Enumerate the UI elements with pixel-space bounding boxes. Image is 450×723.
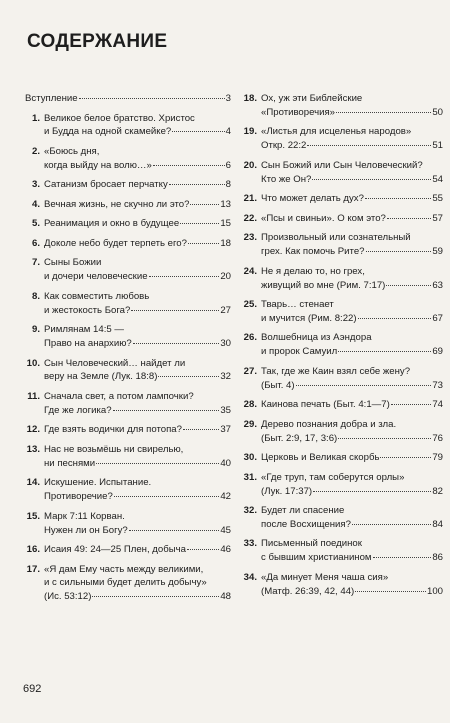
toc-entry-title: Вечная жизнь, не скучно ли это? [44,198,190,210]
toc-entry-line [25,290,231,304]
toc-entry-title: Будет ли спасение [261,505,345,517]
toc-entry-page: 73 [432,379,443,391]
toc-entry-line [239,398,443,412]
toc-entry-title: Вступление [25,93,78,104]
toc-entry-title: когда выйду на волю…» [44,159,152,171]
dot-leader [338,350,431,352]
toc-entry-title: Ох, уж эти Библейские [261,93,363,104]
toc-entry-number: 5. [31,218,40,230]
toc-entry-number: 34. [243,571,257,583]
toc-entry-page: 69 [432,346,443,358]
toc-entry-title: грех. Как помочь Рите? [261,246,365,258]
toc-entry-page: 32 [220,371,231,383]
toc-entry-number: 18. [243,93,257,104]
toc-entry-title: Сыны Божии [44,257,102,269]
toc-entry [25,112,231,140]
toc-entry-title: Нужен ли он Богу? [44,524,128,536]
toc-entry-line [25,270,231,284]
toc-entry-page: 27 [220,304,231,316]
toc-entry-number: 21. [243,193,257,205]
dot-leader [352,523,431,525]
toc-entry-title: Великое белое братство. Христос [44,112,195,124]
toc-entry-line [239,471,443,485]
toc-entry-line [239,125,443,139]
toc-entry-title: Тварь… стенает [261,299,334,311]
toc-entry-page: 35 [220,404,231,416]
toc-entry-title: Что может делать дух? [261,193,364,205]
toc-entry-line [25,543,231,557]
toc-entry-title: Откр. 22:2 [261,140,307,152]
toc-entry-line [239,331,443,345]
toc-entry-number: 22. [243,212,257,224]
toc-entry-number: 7. [31,257,40,269]
toc-entry-number: 9. [31,324,40,336]
toc-entry-line [25,563,231,577]
toc-entry [239,331,443,359]
dot-leader [169,183,225,185]
dot-leader [296,384,432,386]
toc-entry [25,145,231,173]
toc-entry-line [25,337,231,351]
dot-leader [338,437,431,439]
toc-entry-number: 11. [27,390,40,402]
toc-entry-page: 6 [225,159,231,171]
dot-leader [336,111,431,113]
toc-entry-line [239,173,443,187]
toc-entry-line [25,404,231,418]
toc-entry-title: Где взять водички для потопа? [44,424,182,436]
toc-entry-title: Реанимация и окно в будущее [44,218,180,230]
toc-entry [25,198,231,212]
toc-entry-page: 59 [432,246,443,258]
toc-entry [239,471,443,499]
toc-entry [25,178,231,192]
dot-leader [313,490,431,492]
toc-entry-line [25,237,231,251]
toc-entry-line [239,504,443,518]
toc-entry-title: с бывшим христианином [261,552,372,564]
toc-entry-line [25,390,231,404]
toc-entry [239,451,443,465]
toc-entry-title: «Боюсь дня, [44,145,100,157]
dot-leader [180,222,219,224]
dot-leader [386,284,431,286]
dot-leader [373,556,432,558]
toc-entry-line [239,312,443,326]
toc-entry-line [25,92,231,106]
toc-entry-title: и дочери человеческие [44,271,148,283]
dot-leader [366,250,432,252]
toc-entry [25,323,231,351]
toc-entry-line [239,231,443,245]
toc-entry-title: и жестокость Бога? [44,304,131,316]
toc-entry-page: 76 [432,432,443,444]
toc-entry-line [239,245,443,259]
toc-entry-line [239,551,443,565]
toc-entry-page: 45 [220,524,231,536]
toc-entry-page: 86 [432,552,443,564]
toc-entry-title: и мучится (Рим. 8:22) [261,312,357,324]
toc-entry-title: живущий во мне (Рим. 7:17) [261,279,386,291]
toc-entry [25,390,231,418]
toc-entry-line [239,279,443,293]
toc-entry-page: 55 [432,193,443,205]
dot-leader [380,456,431,458]
toc-entry [239,159,443,187]
toc-entry-line [25,357,231,371]
toc-entry-line [239,365,443,379]
toc-entry-title: Волшебница из Аэндора [261,332,372,344]
toc-entry-line [25,256,231,270]
toc-entry-title: «Псы и свиньи». О ком это? [261,212,386,224]
dot-leader [188,242,219,244]
toc-entry-title: Где же логика? [44,404,112,416]
page-title: СОДЕРЖАНИЕ [27,31,168,52]
toc-entry-number: 20. [243,159,257,171]
toc-entry-line [25,323,231,337]
toc-entry [239,265,443,293]
toc-entry-page: 40 [220,457,231,469]
toc-entry [25,423,231,437]
toc-entry-page: 54 [432,173,443,185]
toc-entry-page: 63 [432,279,443,291]
dot-leader [190,203,219,205]
toc-entry-page: 3 [225,93,231,104]
toc-entry [25,543,231,557]
toc-entry-title: (Матф. 26:39, 42, 44) [261,585,355,597]
toc-entry-title: и с сильными будет делить добычу» [44,577,207,589]
toc-entry [239,571,443,599]
toc-entry-line [239,537,443,551]
toc-entry-line [239,379,443,393]
toc-entry-page: 20 [220,271,231,283]
toc-entry-line [25,159,231,173]
dot-leader [312,178,431,180]
toc-entry-page: 74 [432,399,443,411]
toc-entry-number: 6. [31,237,40,249]
toc-entry [239,504,443,532]
toc-entry-title: (Лук. 17:37) [261,485,313,497]
toc-entry-number: 10. [26,357,40,369]
toc-entry-line [239,418,443,432]
toc-entry-number: 30. [243,452,257,464]
toc-entry-line [25,145,231,159]
dot-leader [355,590,426,592]
toc-entry [239,192,443,206]
toc-entry-line [239,298,443,312]
dot-leader [172,130,224,132]
toc-entry-number: 2. [31,145,40,157]
toc-entry [25,563,231,605]
toc-entry-line [239,192,443,206]
toc-entry-page: 15 [220,218,231,230]
toc-entry-title: ни песнями [44,457,96,469]
toc-entry [239,231,443,259]
toc-entry-title: Доколе небо будет терпеть его? [44,237,187,249]
toc-entry [239,212,443,226]
toc-entry-page: 84 [432,518,443,530]
toc-entry-title: (Быт. 2:9, 17, 3:6) [261,432,338,444]
toc-entry-number: 1. [31,112,40,124]
toc-entry-title: «Листья для исцеленья народов» [261,126,412,138]
toc-entry-title: Так, где же Каин взял себе жену? [261,365,411,377]
dot-leader [149,275,220,277]
toc-entry-line [239,345,443,359]
toc-entry-page: 82 [432,485,443,497]
toc-entry-line [25,178,231,192]
toc-entry-title: Искушение. Испытание. [44,477,152,489]
toc-entry-number: 28. [243,399,257,411]
toc-entry [25,290,231,318]
dot-leader [114,495,220,497]
toc-entry-title: Римлянам 14:5 — [44,324,124,336]
toc-entry-page: 8 [225,179,231,191]
toc-entry-title: и пророк Самуил [261,346,338,358]
toc-entry-title: Каинова печать (Быт. 4:1—7) [261,399,390,411]
toc-entry-line [25,490,231,504]
toc-entry-line [239,571,443,585]
toc-entry-line [239,265,443,279]
toc-entry-number: 27. [243,365,257,377]
toc-entry-page: 18 [220,237,231,249]
toc-entry-page: 79 [432,452,443,464]
toc-entry-page: 13 [220,198,231,210]
toc-entry-title: Не я делаю то, но грех, [261,265,365,277]
dot-leader [92,595,219,597]
dot-leader [129,529,220,531]
toc-entry [25,510,231,538]
toc-entry-number: 13. [26,443,40,455]
toc-entry [25,92,231,106]
toc-entry-title: Исаия 49: 24—25 Плен, добыча [44,544,186,556]
toc-entry [239,298,443,326]
toc-entry-title: и Будда на одной скамейке? [44,126,172,138]
toc-entry-title: Марк 7:11 Корван. [44,510,125,522]
toc-entry-line [239,518,443,532]
toc-entry-page: 42 [220,491,231,503]
toc-entry-number: 31. [243,471,257,483]
toc-entry-title: «Где труп, там соберутся орлы» [261,471,405,483]
toc-entry-title: «Да минует Меня чаша сия» [261,571,389,583]
toc-entry-line [239,139,443,153]
toc-entry-title: после Восхищения? [261,518,351,530]
toc-entry-line [25,423,231,437]
dot-leader [387,217,431,219]
toc-entry-number: 32. [243,505,257,517]
toc-entry-line [25,217,231,231]
toc-entry [25,237,231,251]
toc-entry-number: 26. [243,332,257,344]
toc-entry-number: 29. [243,418,257,430]
toc-entry-page: 37 [220,424,231,436]
toc-entry-number: 25. [243,299,257,311]
toc-entry-title: «Я дам Ему часть между великими, [44,563,204,575]
toc-entry-line [25,510,231,524]
toc-entry-title: Нас не возьмёшь ни свирелью, [44,443,184,455]
toc-entry-line [25,524,231,538]
toc-entry-line [239,432,443,446]
toc-entry [239,398,443,412]
toc-entry [239,92,443,120]
dot-leader [96,462,219,464]
dot-leader [133,342,220,344]
toc-entry-line [239,212,443,226]
toc-entry-page: 46 [220,544,231,556]
toc-entry-page: 50 [432,106,443,118]
toc-entry-line [25,457,231,471]
toc-entry-line [239,451,443,465]
toc-entry-title: Сын Божий или Сын Человеческий? [261,159,423,171]
toc-entry-title: веру на Земле (Лук. 18:8) [44,371,158,383]
toc-entry-number: 12. [26,424,40,436]
toc-entry-title: Дерево познания добра и зла. [261,418,397,430]
toc-entry-number: 8. [31,290,40,302]
dot-leader [358,317,432,319]
toc-column-left [25,92,231,610]
toc-entry-line [25,370,231,384]
toc-entry-title: Как совместить любовь [44,290,150,302]
toc-entry-line [25,304,231,318]
toc-entry-line [239,159,443,173]
toc-entry-title: Сатанизм бросает перчатку [44,179,168,191]
toc-entry-line [25,576,231,590]
toc-entry-page: 51 [432,140,443,152]
toc-entry-page: 57 [432,212,443,224]
toc-entry-line [25,125,231,139]
toc-entry [239,537,443,565]
toc-entry-line [239,485,443,499]
toc-entry-line [25,198,231,212]
dot-leader [187,548,219,550]
toc-entry [25,443,231,471]
toc-entry-title: Сначала свет, а потом лампочки? [44,390,194,402]
page-number: 692 [23,683,42,695]
toc-entry [25,217,231,231]
dot-leader [158,375,219,377]
toc-entry-title: Право на анархию? [44,338,132,350]
dot-leader [113,409,220,411]
toc-entry-number: 23. [243,232,257,244]
toc-entry-title: (Быт. 4) [261,379,295,391]
toc-entry-number: 3. [31,179,40,191]
toc-entry-title: (Ис. 53:12) [44,591,92,603]
toc-entry-number: 33. [243,538,257,550]
toc-entry-line [239,92,443,106]
toc-entry-title: Произвольный или сознательный [261,232,411,244]
dot-leader [153,164,225,166]
toc-entry-number: 14. [26,477,40,489]
toc-entry-page: 100 [426,585,443,597]
toc-entry-number: 4. [31,198,40,210]
toc-entry-title: Церковь и Великая скорбь [261,452,380,464]
toc-entry [25,357,231,385]
toc-entry [239,418,443,446]
toc-entry-number: 15. [26,510,40,522]
toc-entry-line [239,585,443,599]
toc-entry [25,256,231,284]
toc-column-right [239,92,443,604]
toc-entry-page: 30 [220,338,231,350]
dot-leader [307,144,431,146]
toc-entry-title: «Противоречия» [261,106,336,118]
toc-entry-page: 4 [225,126,231,138]
toc-entry-title: Кто же Он? [261,173,312,185]
toc-entry [239,125,443,153]
toc-entry-title: Письменный поединок [261,538,362,550]
toc-entry-number: 24. [243,265,257,277]
dot-leader [79,97,225,99]
dot-leader [183,428,219,430]
toc-entry-title: Сын Человеческий… найдет ли [44,357,186,369]
toc-entry-number: 16. [26,544,40,556]
toc-entry-line [25,476,231,490]
dot-leader [391,403,432,405]
toc-entry-page: 67 [432,312,443,324]
toc-entry-title: Противоречие? [44,491,113,503]
toc-entry [25,476,231,504]
dot-leader [365,197,431,199]
dot-leader [131,309,219,311]
toc-entry-number: 19. [243,126,257,138]
toc-entry-number: 17. [26,563,40,575]
toc-entry-line [239,106,443,120]
toc-entry-page: 48 [220,591,231,603]
toc-entry-line [25,590,231,604]
toc-entry-line [25,443,231,457]
toc-entry [239,365,443,393]
toc-entry-line [25,112,231,126]
